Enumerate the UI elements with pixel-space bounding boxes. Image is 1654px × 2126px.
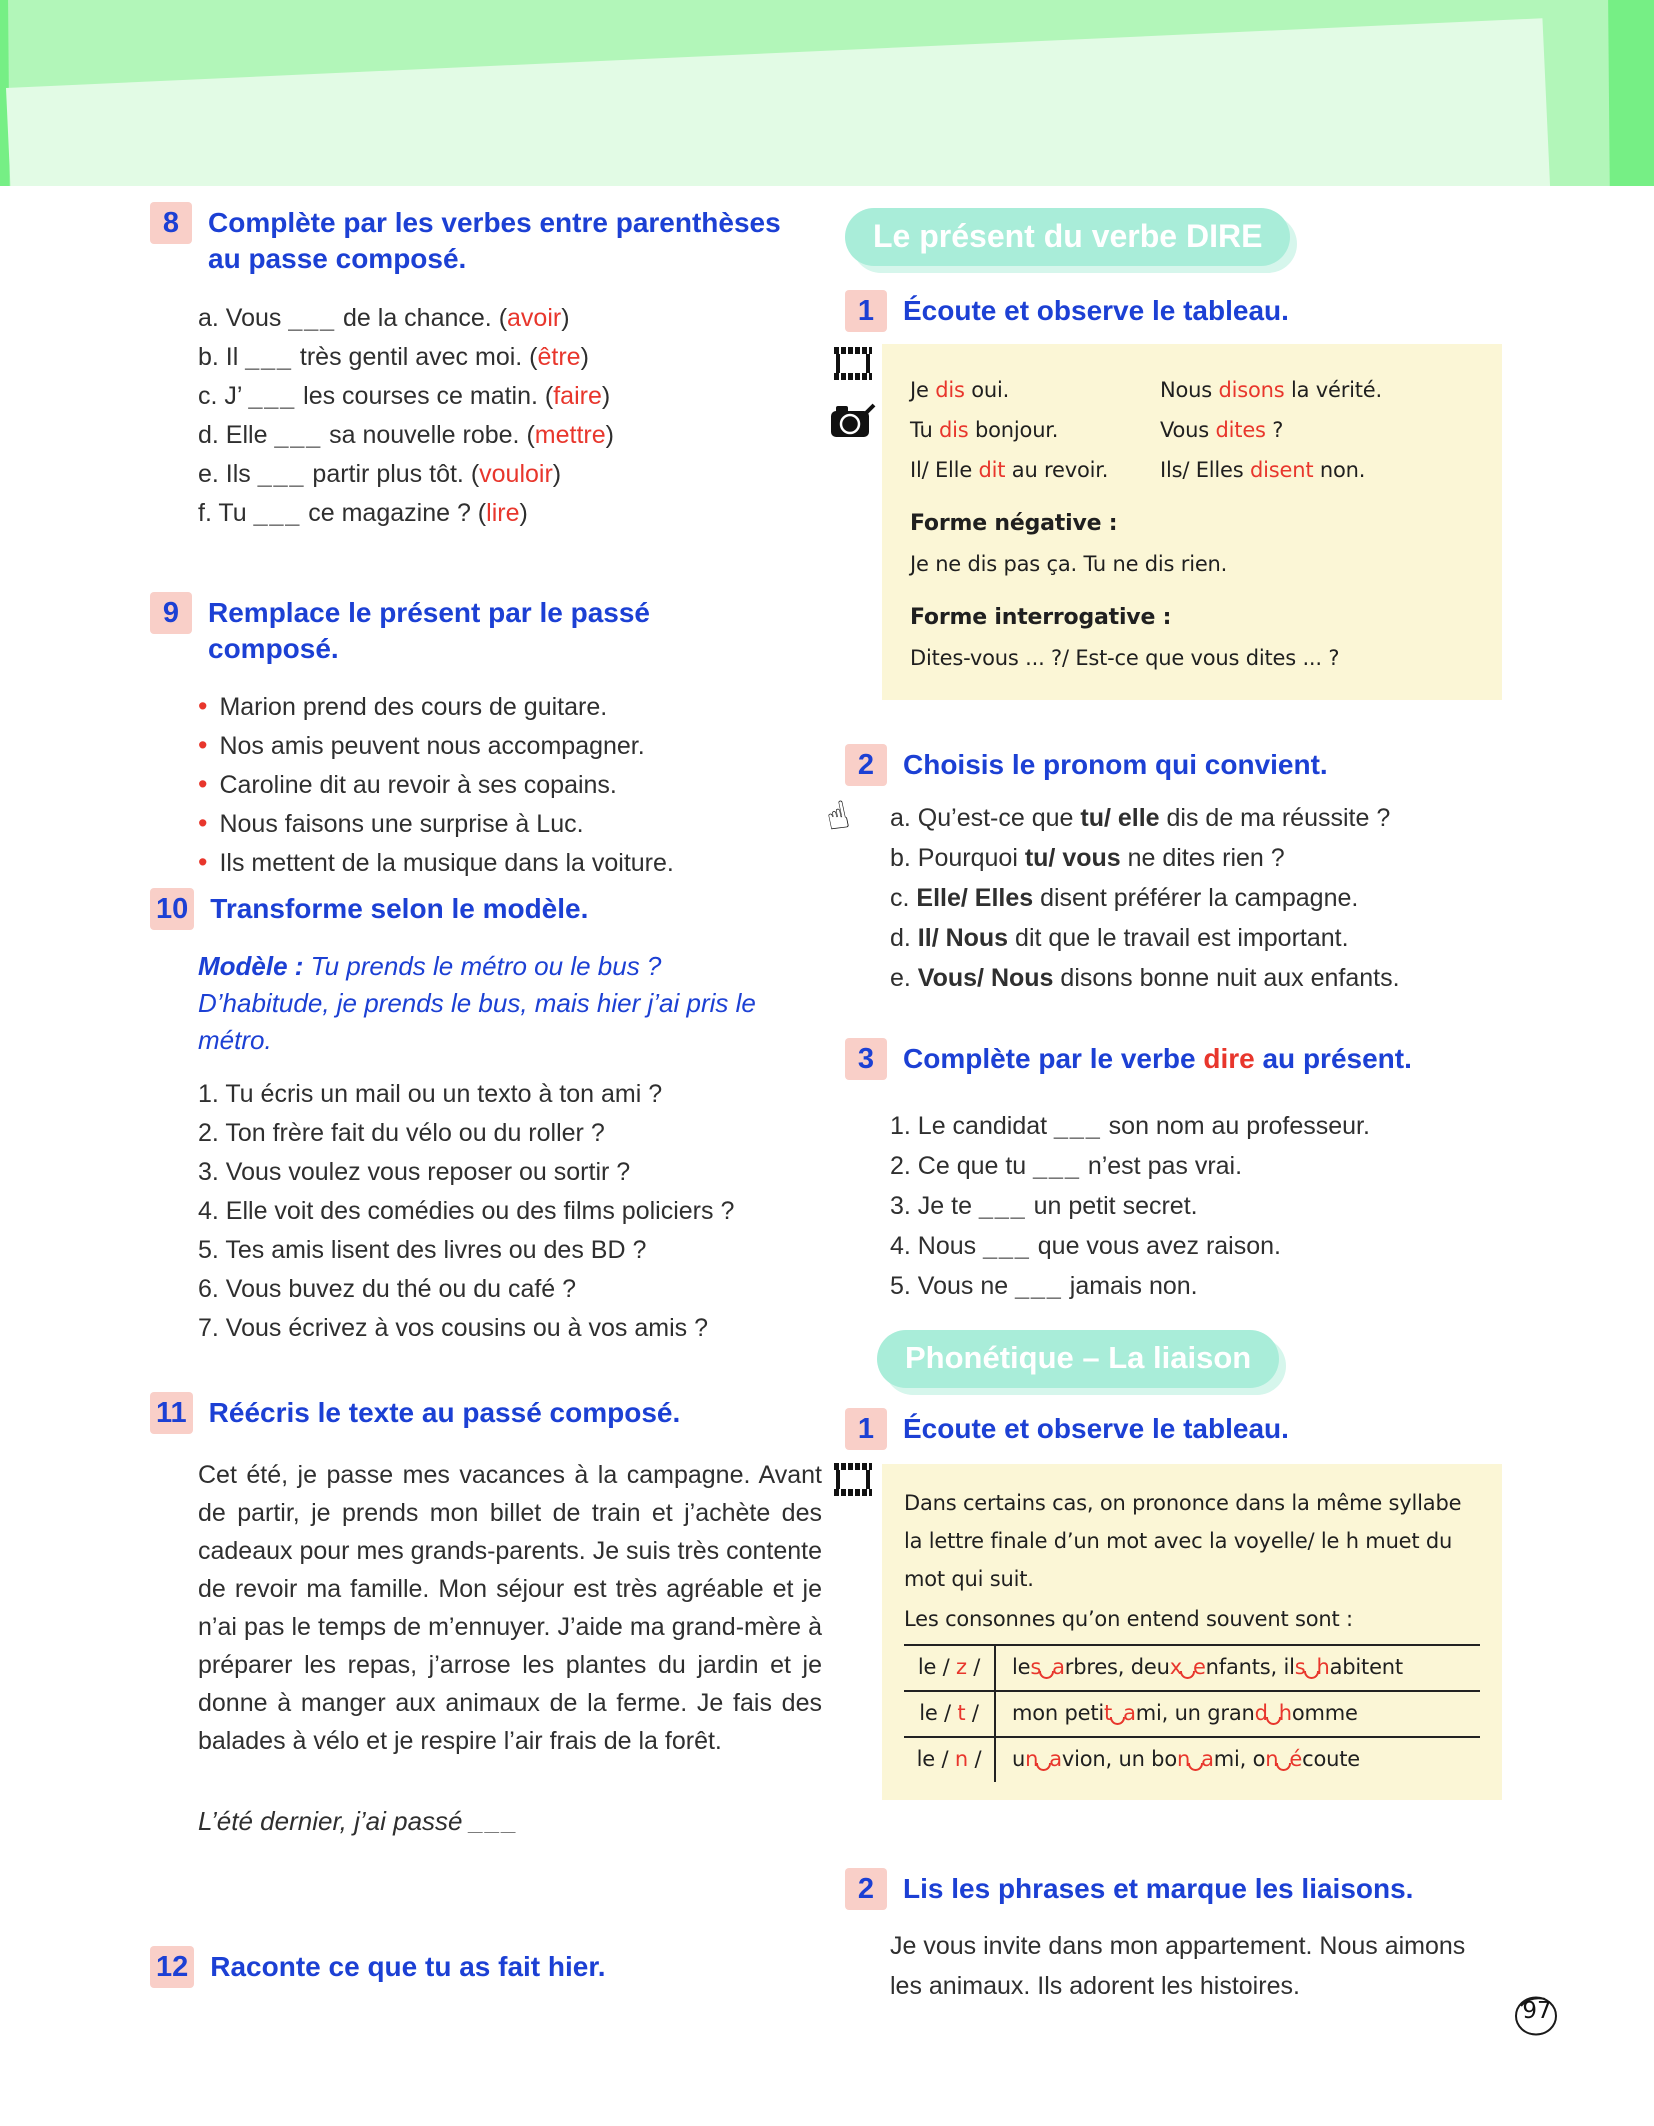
exercise-number-badge: 1 xyxy=(845,290,887,332)
exercise-9-items xyxy=(150,687,830,882)
camera-icon xyxy=(830,402,876,445)
liaison-row xyxy=(904,1690,1480,1736)
exercise-item: 2. Ton frère fait du vélo ou du roller ? xyxy=(198,1119,605,1147)
exercise-item: e. Ils ___ partir plus tôt. (vouloir) xyxy=(198,460,562,488)
liaison-row xyxy=(904,1644,1480,1690)
exercise-title: Complète par le verbe dire au présent. xyxy=(903,1043,1412,1074)
section-heading-pill: Phonétique – La liaison xyxy=(877,1330,1279,1388)
model-sentence: Modèle : Tu prends le métro ou le bus ? D’habitude, je prends le bus, mais hier j’ai pris le métro. xyxy=(198,951,756,1055)
liaison-examples: mon petit ami, un grand homme xyxy=(1012,1701,1358,1725)
right-column xyxy=(821,0,1520,2126)
dire-exercise-2 xyxy=(845,744,1535,786)
exercise-title: Complète par les verbes entre parenthèses au passe composé. xyxy=(208,207,781,274)
section-phonetique xyxy=(877,1330,1567,1388)
reading-text: Cet été, je passe mes vacances à la campagne. Avant de partir, je prends mon billet de train et j’achète des cadeaux pour mes grands-parents. Je suis très contente de revoir ma famille. Mon séjour est très agréable et je n’ai pas le temps de m’ennuyer. J’aide ma grand-mère à préparer les repas, j’arrose les plantes du jardin et je donne à manger aux animaux de la ferme. Je fais des balades à vélo et je respire l’air frais de la forêt. xyxy=(198,1461,822,1755)
exercise-item: 3. Vous voulez vous reposer ou sortir ? xyxy=(198,1158,631,1186)
pointing-hand-icon: ☝ xyxy=(821,792,854,840)
liaison-sentences: Je vous invite dans mon appartement. Nous aimons les animaux. Ils adorent les histoires. xyxy=(890,1932,1466,2000)
exercise-item: a. Vous ___ de la chance. (avoir) xyxy=(198,304,570,332)
exercise-9 xyxy=(150,592,830,882)
exercise-number-badge: 11 xyxy=(150,1392,193,1434)
exercise-item: 2. Ce que tu ___ n’est pas vrai. xyxy=(890,1152,1243,1180)
conjugation-line: Tu dis bonjour. xyxy=(910,418,1059,442)
grammar-box-dire xyxy=(882,344,1502,700)
exercise-item: d. Elle ___ sa nouvelle robe. (mettre) xyxy=(198,421,614,449)
exercise-title: Réécris le texte au passé composé. xyxy=(208,1397,681,1428)
exercise-9-header xyxy=(150,592,830,667)
exercise-item: 1. Tu écris un mail ou un texto à ton ami ? xyxy=(198,1080,663,1108)
dire-exercise-3-items xyxy=(830,1106,1580,1306)
exercise-title: Raconte ce que tu as fait hier. xyxy=(210,1951,606,1982)
negative-form-label: Forme négative : xyxy=(910,511,1118,536)
exercise-11-header xyxy=(150,1392,830,1434)
interrogative-form-label: Forme interrogative : xyxy=(910,605,1172,630)
liaison-row xyxy=(904,1736,1480,1782)
left-column xyxy=(150,0,830,2126)
bullet-item: • Nos amis peuvent nous accompagner. xyxy=(198,726,830,765)
bullet-item: • Nous faisons une surprise à Luc. xyxy=(198,804,830,843)
conjugation-line: Ils/ Elles disent non. xyxy=(1160,458,1366,482)
exercise-item: c. J’ ___ les courses ce matin. (faire) xyxy=(198,382,611,410)
answer-cue: L’été dernier, j’ai passé ___ xyxy=(198,1806,520,1836)
bullet-item: • Caroline dit au revoir à ses copains. xyxy=(198,765,830,804)
exercise-number-badge: 1 xyxy=(845,1408,887,1450)
exercise-10-header xyxy=(150,888,830,930)
exercise-number-badge: 12 xyxy=(150,1946,194,1988)
phonetique-box xyxy=(882,1464,1502,1800)
phonetique-exercise-2 xyxy=(845,1868,1535,2006)
exercise-8-items xyxy=(150,299,830,533)
film-strip-icon xyxy=(832,1462,874,1503)
exercise-item: 3. Je te ___ un petit secret. xyxy=(890,1192,1198,1220)
exercise-item: 5. Vous ne ___ jamais non. xyxy=(890,1272,1198,1300)
bullet-item: • Marion prend des cours de guitare. xyxy=(198,687,830,726)
exercise-10 xyxy=(150,888,830,1348)
exercise-title: Remplace le présent par le passé composé. xyxy=(208,597,650,664)
exercise-number-badge: 2 xyxy=(845,744,887,786)
exercise-8-header xyxy=(150,202,830,277)
exercise-10-items xyxy=(150,1075,830,1348)
exercise-number-badge: 10 xyxy=(150,888,194,930)
exercise-title: Choisis le pronom qui convient. xyxy=(903,749,1328,780)
exercise-item: e. Vous/ Nous disons bonne nuit aux enfants. xyxy=(890,964,1400,992)
dire-exercise-1 xyxy=(845,290,1535,332)
exercise-item: 4. Elle voit des comédies ou des films policiers ? xyxy=(198,1197,735,1225)
conjugation-line: Il/ Elle dit au revoir. xyxy=(910,458,1109,482)
interrogative-form-example: Dites-vous ... ?/ Est-ce que vous dites ... ? xyxy=(910,646,1340,670)
liaison-examples: un avion, un bon ami, on écoute xyxy=(1012,1747,1360,1771)
exercise-item: c. Elle/ Elles disent préférer la campagne. xyxy=(890,884,1359,912)
liaison-sound-label: le / t / xyxy=(904,1692,996,1736)
exercise-title: Écoute et observe le tableau. xyxy=(903,1413,1289,1444)
exercise-8 xyxy=(150,202,830,533)
exercise-title: Lis les phrases et marque les liaisons. xyxy=(903,1873,1414,1904)
section-dire xyxy=(845,208,1535,266)
exercise-number-badge: 2 xyxy=(845,1868,887,1910)
exercise-12 xyxy=(150,1946,830,1988)
liaison-explanation: Dans certains cas, on prononce dans la même syllabe la lettre finale d’un mot avec la voyelle/ le h muet du mot qui suit. xyxy=(904,1491,1462,1591)
exercise-item: 6. Vous buvez du thé ou du café ? xyxy=(198,1275,577,1303)
exercise-item: b. Il ___ très gentil avec moi. (être) xyxy=(198,343,589,371)
conjugation-line: Je dis oui. xyxy=(910,378,1010,402)
conjugation-plural xyxy=(1160,370,1474,490)
exercise-item: f. Tu ___ ce magazine ? (lire) xyxy=(198,499,528,527)
exercise-title: Écoute et observe le tableau. xyxy=(903,295,1289,326)
liaison-sound-label: le / n / xyxy=(904,1738,996,1782)
dire-exercise-3 xyxy=(845,1038,1535,1080)
page-number-value: 97 xyxy=(1522,1998,1552,2024)
exercise-item: b. Pourquoi tu/ vous ne dites rien ? xyxy=(890,844,1285,872)
exercise-number-badge: 8 xyxy=(150,202,192,244)
conjugation-line: Nous disons la vérité. xyxy=(1160,378,1382,402)
exercise-item: a. Qu’est-ce que tu/ elle dis de ma réussite ? xyxy=(890,804,1391,832)
liaison-sound-label: le / z / xyxy=(904,1646,996,1690)
conjugation-table xyxy=(910,370,1474,490)
bullet-item: • Ils mettent de la musique dans la voiture. xyxy=(198,843,830,882)
liaison-examples: les arbres, deux enfants, ils habitent xyxy=(1012,1655,1403,1679)
exercise-item: 1. Le candidat ___ son nom au professeur. xyxy=(890,1112,1370,1140)
exercise-item: 7. Vous écrivez à vos cousins ou à vos amis ? xyxy=(198,1314,708,1342)
exercise-number-badge: 9 xyxy=(150,592,192,634)
dire-exercise-2-items xyxy=(830,798,1580,998)
page-number xyxy=(1512,1994,1562,2040)
film-strip-icon xyxy=(832,346,874,387)
conjugation-singular xyxy=(910,370,1160,490)
negative-form-example: Je ne dis pas ça. Tu ne dis rien. xyxy=(910,552,1228,576)
exercise-item: d. Il/ Nous dit que le travail est important. xyxy=(890,924,1349,952)
section-heading-pill: Le présent du verbe DIRE xyxy=(845,208,1290,266)
exercise-item: 4. Nous ___ que vous avez raison. xyxy=(890,1232,1281,1260)
exercise-number-badge: 3 xyxy=(845,1038,887,1080)
liaison-consonnes-label: Les consonnes qu’on entend souvent sont : xyxy=(904,1607,1353,1631)
liaison-table xyxy=(904,1644,1480,1782)
exercise-12-header xyxy=(150,1946,830,1988)
exercise-11 xyxy=(150,1392,830,1837)
conjugation-line: Vous dites ? xyxy=(1160,418,1284,442)
exercise-item: 5. Tes amis lisent des livres ou des BD ? xyxy=(198,1236,647,1264)
exercise-title: Transforme selon le modèle. xyxy=(210,893,589,924)
phonetique-exercise-1 xyxy=(845,1408,1535,1450)
